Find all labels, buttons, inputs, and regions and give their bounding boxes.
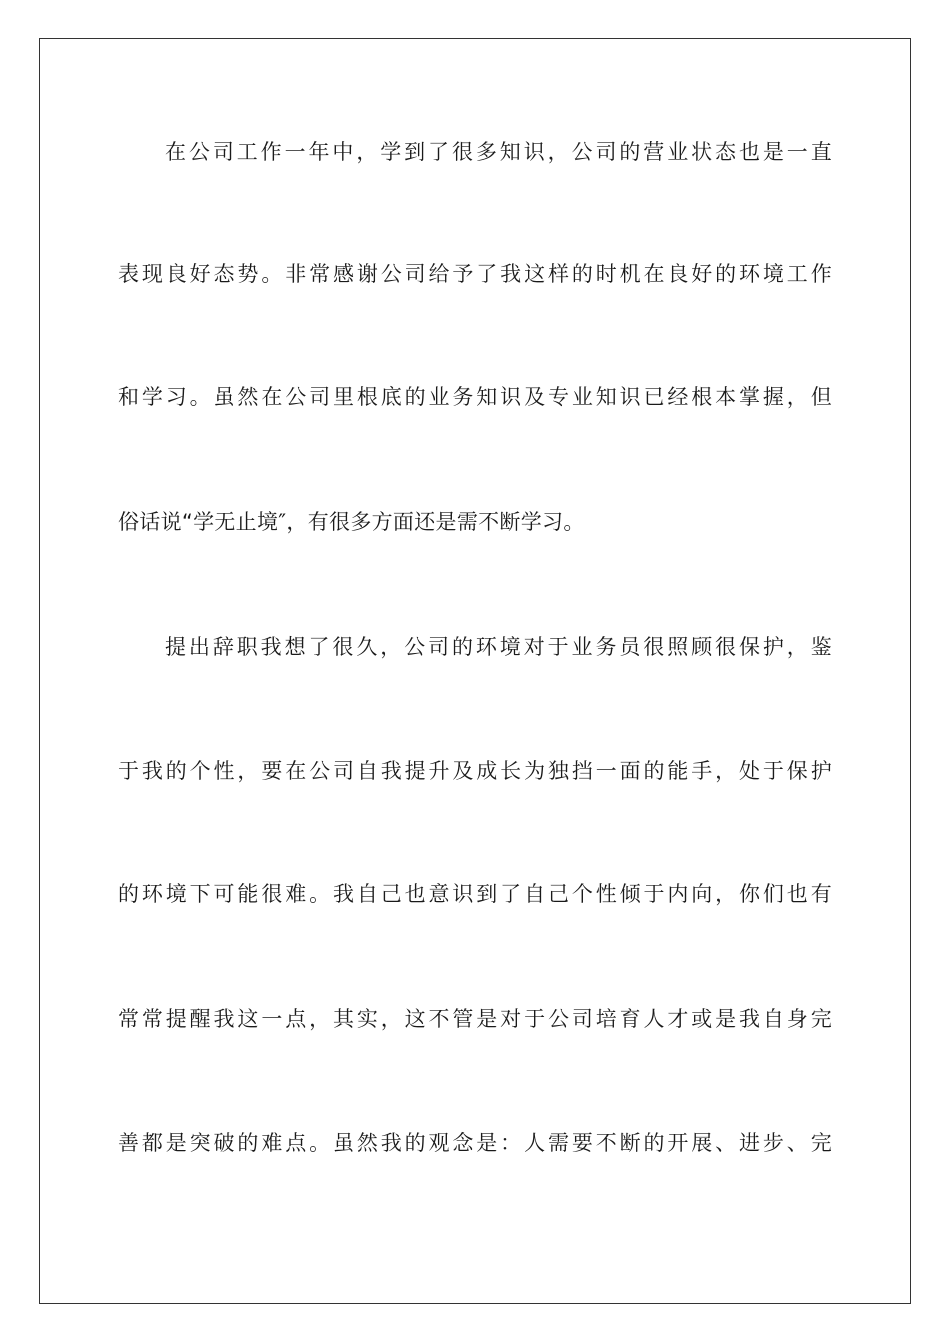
paragraph-2-line-5: 善都是突破的难点。虽然我的观念是：人需要不断的开展、进步、完 bbox=[118, 1131, 832, 1155]
paragraph-1-line-2: 表现良好态势。非常感谢公司给予了我这样的时机在良好的环境工作 bbox=[118, 262, 832, 286]
paragraph-1-line-1: 在公司工作一年中，学到了很多知识，公司的营业状态也是一直 bbox=[165, 140, 832, 164]
page-border bbox=[39, 38, 911, 1304]
paragraph-2-line-2: 于我的个性，要在公司自我提升及成长为独挡一面的能手，处于保护 bbox=[118, 759, 832, 783]
paragraph-1-line-3: 和学习。虽然在公司里根底的业务知识及专业知识已经根本掌握，但 bbox=[118, 385, 832, 409]
paragraph-2-line-3: 的环境下可能很难。我自己也意识到了自己个性倾于内向，你们也有 bbox=[118, 882, 832, 906]
paragraph-1-line-4: 俗话说“学无止境″，有很多方面还是需不断学习。 bbox=[118, 510, 585, 534]
paragraph-2-line-1: 提出辞职我想了很久，公司的环境对于业务员很照顾很保护，鉴 bbox=[165, 635, 832, 659]
paragraph-2-line-4: 常常提醒我这一点，其实，这不管是对于公司培育人才或是我自身完 bbox=[118, 1007, 832, 1031]
